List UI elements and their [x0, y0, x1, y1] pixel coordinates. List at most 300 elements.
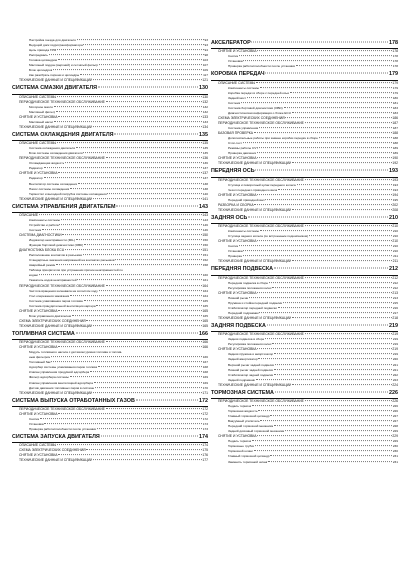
- toc-entry-title: ЗАДНЯЯ ОСЬ: [211, 214, 248, 221]
- toc-page-number: 219: [392, 337, 398, 342]
- toc-entry-title: Чехол переднего приводного вала: [228, 187, 278, 192]
- toc-entry-title: Верхний рычаг задней подвески: [228, 362, 275, 367]
- toc-entry-title: Устройство и работа: [29, 222, 59, 227]
- toc-page-number: 186: [392, 115, 398, 120]
- toc-entry: [12, 125, 208, 130]
- toc-entry-title: Радиатор: [29, 176, 43, 181]
- dot-leader: [257, 240, 391, 241]
- dot-leader: [58, 310, 201, 311]
- dot-leader: [115, 259, 202, 260]
- dot-leader: [51, 361, 202, 362]
- toc-entry-title: Снятие: [228, 244, 239, 249]
- dot-leader: [265, 199, 392, 200]
- dot-leader: [106, 285, 202, 286]
- toc-entry-title: Диагностическая информация о блоке ECU: [228, 110, 291, 115]
- dot-leader: [257, 435, 391, 436]
- toc-page-number: 213: [392, 295, 398, 300]
- toc-page-number: 226: [389, 389, 398, 396]
- toc-page-number: 121: [202, 78, 208, 83]
- toc-entry-title: ПЕРИОДИЧЕСКОЕ ТЕХНИЧЕСКОЕ ОБСЛУЖИВАНИЕ: [19, 340, 105, 345]
- toc-page-number: 178: [392, 59, 398, 64]
- toc-entry-title: Система бортовой диагностики (OBD): [228, 105, 283, 110]
- toc-entry: [12, 458, 208, 463]
- toc-page-number: 171: [202, 390, 208, 395]
- toc-page-number: 210: [392, 234, 398, 239]
- toc-entry-title: РАЗБОРКА И СБОРКА: [218, 202, 254, 207]
- dot-leader: [93, 126, 201, 127]
- toc-entry-title: Блок системы охлаждения двигателя: [29, 151, 83, 156]
- toc-page-number: 194: [392, 192, 398, 197]
- dot-leader: [99, 64, 202, 65]
- toc-entry-title: Установка: [228, 249, 243, 254]
- toc-entry-title: Вентилятор системы охлаждения: [29, 181, 78, 186]
- toc-page-number: 107: [202, 63, 208, 68]
- dot-leader: [319, 137, 392, 138]
- toc-page-number: 212: [389, 266, 398, 273]
- toc-page-number: 229: [392, 434, 398, 439]
- toc-page-number: 146: [202, 228, 208, 233]
- toc-page-number: 138: [202, 181, 208, 186]
- toc-page-number: 187: [392, 125, 398, 130]
- dot-leader: [274, 268, 388, 269]
- toc-page-number: 219: [392, 332, 398, 337]
- dot-leader: [80, 74, 202, 75]
- toc-page-number: 172: [199, 397, 208, 404]
- toc-entry-title: Компоненты системы: [228, 85, 259, 90]
- dot-leader: [58, 59, 202, 60]
- dot-leader: [270, 415, 392, 416]
- toc-entry-title: Моторное масло: [29, 104, 54, 109]
- toc-page-number: 210: [392, 244, 398, 249]
- toc-page-number: 132: [202, 99, 208, 104]
- toc-entry-title: Снятие: [29, 416, 40, 421]
- dot-leader: [305, 400, 392, 401]
- dot-leader: [296, 65, 392, 66]
- toc-page-number: 140: [202, 191, 208, 196]
- dot-leader: [256, 82, 391, 83]
- toc-page-number: 166: [202, 355, 208, 360]
- toc-entry-title: Головка цилиндров: [29, 58, 57, 63]
- dot-leader: [93, 198, 201, 199]
- toc-page-number: 179: [389, 71, 398, 78]
- toc-page-number: 143: [202, 217, 208, 222]
- toc-page-number: 210: [392, 229, 398, 234]
- dot-leader: [239, 245, 392, 246]
- toc-column-left: [12, 38, 208, 463]
- dot-leader: [114, 133, 198, 134]
- toc-page-number: 212: [392, 275, 398, 280]
- toc-page-number: 192: [392, 161, 398, 166]
- toc-page-number: 215: [392, 300, 398, 305]
- toc-entry-title: Функции бортовой диагностики (OBD): [29, 243, 84, 248]
- dot-leader: [84, 300, 203, 301]
- toc-page-number: 136: [202, 161, 208, 166]
- toc-page-number: 150: [202, 238, 208, 243]
- dot-leader: [243, 255, 393, 256]
- dot-leader: [257, 348, 391, 349]
- toc-entry-title: ТЕХНИЧЕСКИЕ ДАННЫЕ И СПЕЦИФИКАЦИИ: [19, 458, 93, 463]
- toc-page-number: 221: [392, 367, 398, 372]
- toc-page-number: 169: [202, 380, 208, 385]
- toc-entry-title: СНЯТИЕ И УСТАНОВКА: [19, 171, 58, 176]
- toc-entry-title: Проверка работоспособности после установки: [228, 64, 296, 69]
- toc-entry-title: Настройка гнезда для двигателя: [29, 38, 76, 42]
- dot-leader: [241, 102, 392, 103]
- toc-page-number: 220: [392, 357, 398, 362]
- dot-leader: [284, 107, 393, 108]
- toc-page-number: 188: [392, 136, 398, 141]
- toc-section-heading: [12, 397, 208, 407]
- toc-entry-title: Стоп-тест: [228, 141, 243, 146]
- toc-entry-title: Задняя подвеска в сборе: [228, 337, 265, 342]
- toc-entry-title: Ступица и поворотный кулак переднего колеса: [228, 182, 296, 187]
- toc-entry-title: СНЯТИЕ И УСТАНОВКА: [19, 453, 58, 458]
- dot-leader: [297, 184, 393, 185]
- toc-entry-title: Ведущий диск гидротрансформатора: [29, 43, 83, 48]
- toc-entry-title: Задний мост: [228, 95, 247, 100]
- toc-entry-title: Как разобрать поршни и цилиндры: [29, 73, 80, 78]
- dot-leader: [255, 445, 392, 446]
- dot-leader: [252, 440, 392, 441]
- dot-leader: [94, 382, 202, 383]
- toc-entry-title: СИСТЕМА ОХЛАЖДЕНИЯ ДВИГАТЕЛЯ: [12, 131, 114, 138]
- dot-leader: [292, 384, 391, 385]
- dot-leader: [248, 216, 388, 217]
- dot-leader: [40, 418, 202, 419]
- toc-entry-title: Снятие: [228, 54, 239, 59]
- dot-leader: [305, 122, 392, 123]
- toc-entry-title: Компоненты системы: [228, 229, 259, 234]
- toc-entry-title: Угол опережения зажигания: [29, 293, 70, 298]
- dot-leader: [275, 391, 389, 392]
- toc-page-number: 166: [202, 345, 208, 350]
- toc-entry-title: ТОПЛИВНАЯ СИСТЕМА: [12, 330, 75, 337]
- toc-entry-title: ПЕРИОДИЧЕСКОЕ ТЕХНИЧЕСКОЕ ОБСЛУЖИВАНИЕ: [19, 156, 105, 161]
- toc-page-number: 221: [392, 362, 398, 367]
- toc-entry-title: Педаль тормоза: [228, 439, 252, 444]
- toc-entry-title: СНЯТИЕ И УСТАНОВКА: [218, 434, 257, 439]
- dot-leader: [290, 92, 392, 93]
- toc-entry: [211, 64, 398, 69]
- toc-page-number: 217: [392, 310, 398, 315]
- toc-entry-title: Тормозная жидкость: [228, 409, 258, 414]
- dot-leader: [65, 162, 202, 163]
- toc-page-number: 167: [202, 360, 208, 365]
- dot-leader: [54, 121, 202, 122]
- toc-entry-title: Передний тормозной механизм: [228, 424, 274, 429]
- toc-entry-title: Главный тормозной цилиндр: [228, 414, 270, 419]
- dot-leader: [256, 379, 392, 380]
- toc-page-number: 210: [392, 224, 398, 229]
- toc-entry-title: Система: [29, 228, 42, 233]
- toc-section-heading: [211, 70, 398, 80]
- toc-entry-title: Задняя пружина и амортизатор: [228, 352, 274, 357]
- toc-entry: [211, 460, 398, 465]
- dot-leader: [285, 117, 391, 118]
- toc-entry-title: ТЕХНИЧЕСКИЕ ДАННЫЕ И СПЕЦИФИКАЦИИ: [19, 124, 93, 129]
- dot-leader: [283, 302, 392, 303]
- toc-page-number: 219: [392, 352, 398, 357]
- toc-entry-title: ПЕРИОДИЧЕСКОЕ ТЕХНИЧЕСКОЕ ОБСЛУЖИВАНИЕ: [19, 99, 105, 104]
- dot-leader: [260, 420, 392, 421]
- toc-page-number: 143: [202, 212, 208, 217]
- toc-entry-title: Главный тормозной цилиндр: [228, 454, 270, 459]
- dot-leader: [84, 244, 202, 245]
- toc-entry-title: Таблица приоритетов при устранении причин неисправностей по: [29, 268, 123, 273]
- dot-leader: [53, 69, 202, 70]
- toc-entry-title: Передний приводной вал: [228, 197, 265, 202]
- dot-leader: [107, 193, 202, 194]
- toc-page-number: 219: [392, 342, 398, 347]
- toc-entry-title: Стандартные значения напряжений на контактах разъемов: [29, 258, 115, 263]
- toc-page-number: 103: [202, 58, 208, 63]
- dot-leader: [44, 423, 202, 424]
- toc-entry-title: Охлаждающая жидкость: [29, 161, 65, 166]
- dot-leader: [272, 287, 392, 288]
- toc-entry-title: ТОРМОЗНАЯ СИСТЕМА: [211, 389, 274, 396]
- toc-entry: [211, 316, 398, 321]
- dot-leader: [61, 219, 202, 220]
- toc-entry-title: Задний подрамник: [228, 377, 255, 382]
- toc-page-number: 168: [202, 370, 208, 375]
- toc-page-number: 193: [392, 182, 398, 187]
- toc-page-number: 165: [202, 298, 208, 303]
- dot-leader: [98, 87, 198, 88]
- toc-page-number: 165: [202, 318, 208, 323]
- toc-page-number: 210: [392, 249, 398, 254]
- toc-page-number: 226: [392, 398, 398, 403]
- toc-page-number: 158: [202, 263, 208, 268]
- toc-entry-title: Нижний рычаг: [228, 295, 249, 300]
- toc-entry-title: АКСЕЛЕРАТОР: [211, 40, 251, 46]
- dot-leader: [269, 282, 392, 283]
- dot-leader: [257, 292, 391, 293]
- dot-leader: [278, 307, 392, 308]
- toc-entry-title: ПЕРЕДНЯЯ ПОДВЕСКА: [211, 266, 274, 273]
- dot-leader: [106, 408, 202, 409]
- toc-entry-title: Система принудительной вентиляции картера: [29, 303, 96, 308]
- toc-page-number: 117: [203, 73, 208, 78]
- toc-entry-title: ПЕРИОДИЧЕСКОЕ ТЕХНИЧЕСКОЕ ОБСЛУЖИВАНИЕ: [19, 283, 105, 288]
- dot-leader: [70, 188, 202, 189]
- dot-leader: [90, 372, 202, 373]
- toc-entry-title: Заменить тормозной шланг: [228, 459, 268, 464]
- toc-entry-title: ОПИСАНИЕ: [19, 212, 39, 217]
- toc-page-number: 130: [202, 94, 208, 99]
- toc-entry-title: Датчик давления топливных паров в системе: [29, 385, 95, 390]
- toc-entry-title: Стабилизатор передней подвески: [228, 305, 277, 310]
- toc-entry-title: ПЕРИОДИЧЕСКОЕ ТЕХНИЧЕСКОЕ ОБСЛУЖИВАНИЕ: [218, 120, 304, 125]
- toc-entry-title: СНЯТИЕ И УСТАНОВКА: [19, 345, 58, 350]
- toc-page-number: 176: [202, 453, 208, 458]
- toc-page-number: 178: [389, 40, 398, 46]
- toc-entry-title: СНЯТИЕ И УСТАНОВКА: [19, 114, 58, 119]
- dot-leader: [65, 249, 202, 250]
- dot-leader: [95, 387, 202, 388]
- dot-leader: [267, 325, 389, 326]
- dot-leader: [249, 297, 392, 298]
- dot-leader: [57, 49, 204, 50]
- toc-page-number: 94: [204, 48, 208, 53]
- dot-leader: [70, 295, 202, 296]
- toc-page-number: 136: [202, 156, 208, 161]
- dot-leader: [292, 209, 391, 210]
- dot-leader: [97, 428, 202, 429]
- dot-leader: [265, 338, 392, 339]
- dot-leader: [292, 317, 391, 318]
- toc-page-number: 150: [202, 233, 208, 238]
- dot-leader: [98, 366, 202, 367]
- toc-entry-title: Индикатор неисправности (MIL): [29, 238, 75, 243]
- toc-page-number: 208: [392, 207, 398, 212]
- toc-section-heading: [12, 84, 208, 94]
- dot-leader: [83, 152, 202, 153]
- toc-entry-title: ДИАГНОСТИКА БЛОКА ECU: [19, 248, 65, 253]
- toc-page-number: 179: [392, 90, 398, 95]
- toc-entry-title: Установка: [29, 421, 44, 426]
- dot-leader: [39, 214, 202, 215]
- toc-section-heading: [211, 389, 398, 399]
- toc-entry-title: Проверка работоспособности после установки: [29, 427, 97, 432]
- toc-page-number: 231: [392, 454, 398, 459]
- dot-leader: [257, 50, 391, 51]
- toc-page-number: 230: [392, 444, 398, 449]
- toc-entry-title: Цепь привода ГРМ: [29, 48, 57, 53]
- toc-page-number: 172: [202, 406, 208, 411]
- toc-page-number: 161: [202, 278, 208, 283]
- toc-page-number: 165: [202, 303, 208, 308]
- dot-leader: [270, 456, 392, 457]
- toc-page-number: 133: [202, 119, 208, 124]
- toc-entry-title: ОПИСАНИЕ СИСТЕМЫ: [218, 80, 256, 85]
- toc-page-number: 181: [392, 100, 398, 105]
- dot-leader: [254, 451, 392, 452]
- toc-page-number: 193: [392, 187, 398, 192]
- toc-page-number: 188: [392, 141, 398, 146]
- toc-entry-title: Адсорбер системы улавливания паров топлива: [29, 365, 98, 370]
- toc-page-number: 134: [202, 124, 208, 129]
- dot-leader: [62, 234, 201, 235]
- dot-leader: [93, 79, 201, 80]
- toc-entry-title: Масляный фильтр: [29, 109, 56, 114]
- dot-leader: [278, 189, 392, 190]
- toc-entry-title: кодам: [29, 273, 38, 278]
- toc-entry-title: Расположение контактов в разъемах: [29, 253, 83, 258]
- toc-page-number: 166: [199, 330, 208, 337]
- dot-leader: [76, 332, 199, 333]
- toc-entry-title: ЗАДНЯЯ ПОДВЕСКА: [211, 323, 266, 330]
- toc-entry-title: Ступица заднего колеса (со встроенным подшипником): [228, 234, 308, 239]
- dot-leader: [86, 320, 201, 321]
- dot-leader: [136, 399, 199, 400]
- toc-page-number: 135: [199, 131, 208, 138]
- toc-section-heading: [211, 214, 398, 224]
- dot-leader: [257, 194, 391, 195]
- dot-leader: [254, 132, 392, 133]
- toc-page-number: 93: [204, 38, 208, 42]
- dot-leader: [252, 405, 392, 406]
- dot-leader: [58, 413, 201, 414]
- toc-entry-title: Топливный бак: [29, 360, 51, 365]
- toc-entry-title: Коробка передач в сборе с передней осью: [228, 90, 290, 95]
- toc-page-number: 229: [392, 439, 398, 444]
- toc-entry-title: СИСТЕМА ВЫПУСКА ОТРАБОТАННЫХ ГАЗОВ: [12, 397, 135, 404]
- toc-section-heading: [211, 265, 398, 275]
- toc-entry-title: ТЕХНИЧЕСКИЕ ДАННЫЕ И СПЕЦИФИКАЦИИ: [19, 196, 93, 201]
- dot-leader: [305, 225, 392, 226]
- toc-page-number: 173: [202, 421, 208, 426]
- toc-page-number: 178: [392, 54, 398, 59]
- dot-leader: [76, 239, 202, 240]
- toc-page-number: 224: [392, 382, 398, 387]
- dot-leader: [116, 205, 198, 206]
- dot-leader: [257, 152, 392, 153]
- toc-entry-title: Нижний рычаг задней подвески: [228, 367, 274, 372]
- toc-entry-title: Проверка давления: [228, 151, 257, 156]
- toc-entry-title: Передняя подвеска в сборе: [228, 280, 269, 285]
- toc-page-number: 133: [202, 114, 208, 119]
- toc-page-number: 169: [202, 375, 208, 380]
- toc-entry-title: ным фильтром: [29, 355, 51, 360]
- dot-leader: [247, 97, 392, 98]
- toc-entry-title: Клапан управления вентиляцией адсорбера: [29, 380, 93, 385]
- toc-entry-title: Тормозной шланг: [228, 449, 254, 454]
- dot-leader: [57, 96, 201, 97]
- toc-entry-title: Маслоный поддон (верхний) и сетчатый фильтр: [29, 63, 99, 68]
- toc-page-number: 187: [392, 120, 398, 125]
- toc-entry: [211, 208, 398, 213]
- toc-entry-title: Педаль тормоза: [228, 403, 252, 408]
- toc-entry-title: Указатель кодов неисправностей: [29, 278, 77, 283]
- toc-entry-title: Распредвалы: [29, 53, 49, 58]
- toc-entry-title: Частота вращения коленвала на холостом ходу: [29, 288, 98, 293]
- toc-entry-title: СНЯТИЕ И УСТАНОВКА: [218, 290, 257, 295]
- toc-page-number: 190: [392, 156, 398, 161]
- toc-entry-title: СИСТЕМА ДИАГНОСТИКИ: [19, 233, 62, 238]
- toc-page-number: 137: [202, 176, 208, 181]
- toc-entry-title: Масляный насос: [29, 119, 54, 124]
- toc-entry-title: Система охлаждения двигателя: [29, 146, 76, 151]
- toc-entry-title: ПЕРИОДИЧЕСКОЕ ТЕХНИЧЕСКОЕ ОБСЛУЖИВАНИЕ: [218, 275, 304, 280]
- toc-entry-title: Пружина и стойка передней подвески: [228, 300, 283, 305]
- toc-page-number: 228: [392, 424, 398, 429]
- toc-entry-title: ОПИСАНИЕ СИСТЕМЫ: [19, 443, 57, 448]
- toc-page-number: 175: [202, 448, 208, 453]
- dot-leader: [292, 112, 392, 113]
- dot-leader: [77, 280, 202, 281]
- toc-page-number: 143: [199, 203, 208, 210]
- dot-leader: [57, 142, 201, 143]
- dot-leader: [76, 147, 202, 148]
- toc-entry-title: Стабилизатор задней подвески: [228, 372, 274, 377]
- dot-leader: [44, 178, 203, 179]
- dot-leader: [274, 369, 392, 370]
- toc-entry-title: ТЕХНИЧЕСКИЕ ДАННЫЕ И СПЕЦИФИКАЦИИ: [19, 78, 93, 83]
- toc-page-number: 193: [389, 168, 398, 175]
- dot-leader: [292, 260, 392, 261]
- dot-leader: [83, 44, 203, 45]
- toc-page-number: 168: [202, 365, 208, 370]
- toc-page-number: 150: [202, 243, 208, 248]
- toc-page-number: 137: [202, 166, 208, 171]
- toc-entry-title: Фильтр адсорбера системы: [29, 375, 69, 380]
- dot-leader: [56, 264, 202, 265]
- toc-entry-title: Дополнительные работы при замене коробки передач в сборе: [228, 136, 318, 141]
- dot-leader: [93, 325, 201, 326]
- toc-page-number: 164: [202, 288, 208, 293]
- toc-entry-title: Насос системы охлаждения: [29, 186, 70, 191]
- dot-leader: [49, 54, 204, 55]
